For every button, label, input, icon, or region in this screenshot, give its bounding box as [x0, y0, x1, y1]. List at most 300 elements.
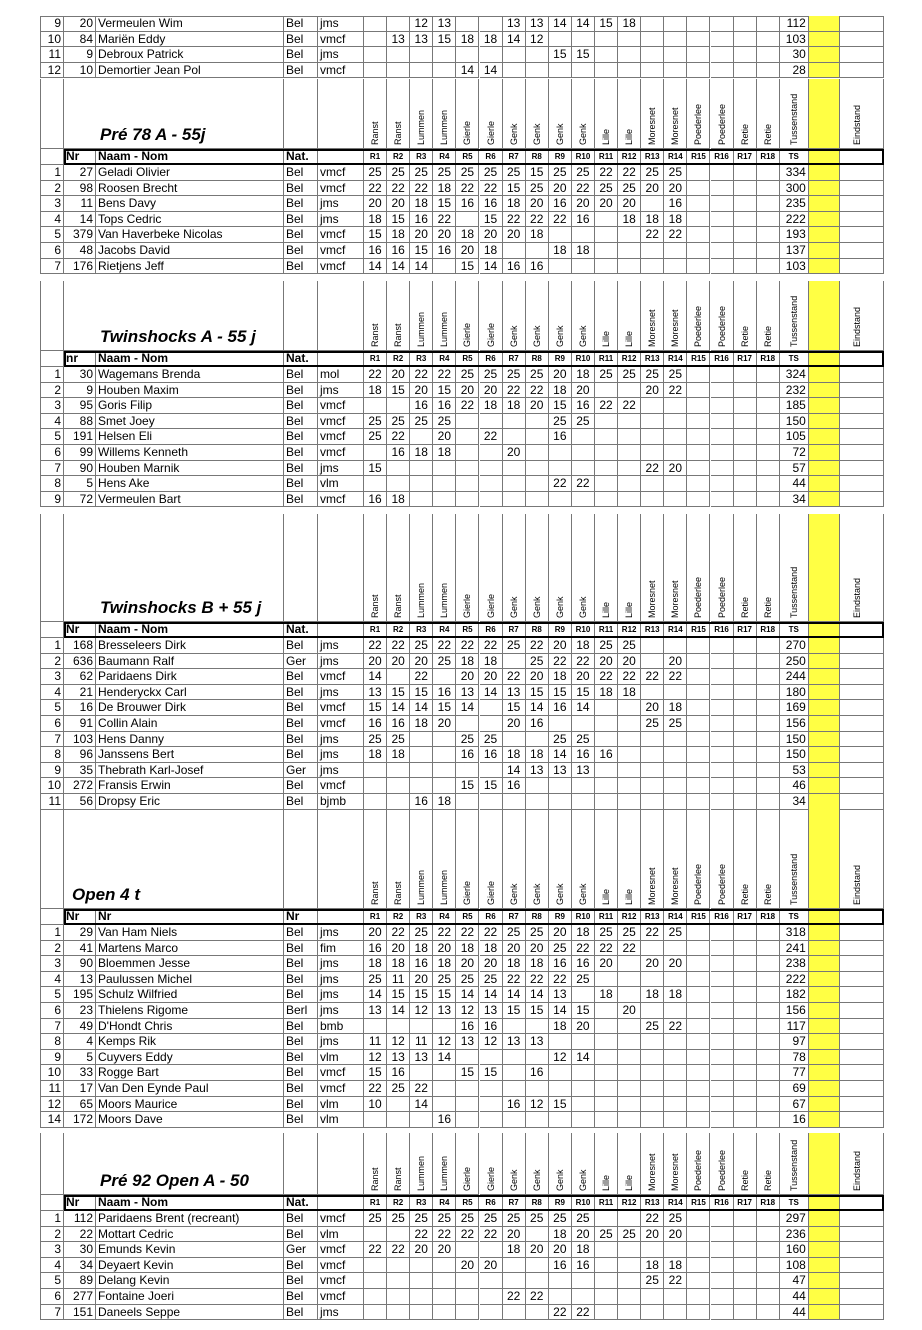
cell-total: 150 [780, 732, 809, 748]
cell-round [595, 1258, 618, 1274]
cell-round [526, 1258, 549, 1274]
header-round: R11 [595, 909, 618, 925]
cell-round [433, 461, 456, 477]
cell-yellow [809, 243, 840, 259]
cell-round: 18 [410, 716, 433, 732]
race-label: Genk [577, 123, 588, 145]
cell-round [595, 259, 618, 275]
cell-round: 20 [364, 196, 387, 212]
cell-final [840, 243, 884, 259]
cell-round [711, 638, 734, 654]
cell-round [757, 47, 780, 63]
title-block [318, 79, 364, 149]
cell-total: 97 [780, 1034, 809, 1050]
cell-round [687, 1112, 710, 1128]
cell-round [734, 63, 757, 79]
race-label: Lille [624, 128, 635, 145]
cell-round: 14 [503, 987, 526, 1003]
cell-round [641, 492, 664, 508]
cell-nr: 35 [64, 763, 96, 779]
cell-round [711, 685, 734, 701]
cell-round: 18 [503, 956, 526, 972]
title-block [284, 802, 318, 909]
cell-round: 18 [364, 383, 387, 399]
cell-round: 22 [387, 925, 410, 941]
cell-nat: Bel [284, 925, 318, 941]
cell-round [687, 476, 710, 492]
cell-round [456, 492, 479, 508]
cell-round: 15 [364, 227, 387, 243]
cell-round [364, 1258, 387, 1274]
cell-round [364, 1289, 387, 1305]
cell-round: 18 [664, 212, 687, 228]
cell-pos: 5 [40, 700, 64, 716]
header-round: R9 [549, 622, 572, 638]
cell-round: 16 [503, 259, 526, 275]
header-round: R4 [433, 149, 456, 165]
header-border [64, 149, 884, 165]
cell-round [711, 181, 734, 197]
cell-round [503, 414, 526, 430]
cell-round: 22 [410, 1227, 433, 1243]
cell-round [549, 63, 572, 79]
cell-round: 16 [433, 1112, 456, 1128]
cell-round [410, 1305, 433, 1321]
cell-yellow [809, 732, 840, 748]
cell-round [364, 763, 387, 779]
cell-round [757, 925, 780, 941]
cell-round [410, 492, 433, 508]
cell-round: 20 [410, 227, 433, 243]
cell-round: 16 [433, 243, 456, 259]
cell-round [757, 181, 780, 197]
cell-name: Geladi Olivier [96, 165, 284, 181]
cell-round [618, 1097, 641, 1113]
cell-round: 20 [526, 196, 549, 212]
cell-round [734, 445, 757, 461]
cell-yellow [809, 956, 840, 972]
cell-round [641, 638, 664, 654]
cell-round [456, 1242, 479, 1258]
cell-round [364, 778, 387, 794]
cell-round: 20 [480, 956, 503, 972]
cell-round: 25 [618, 638, 641, 654]
cell-round: 16 [595, 747, 618, 763]
cell-total: 244 [780, 669, 809, 685]
cell-round: 14 [456, 700, 479, 716]
cell-round: 20 [526, 941, 549, 957]
cell-name: D'Hondt Chris [96, 1019, 284, 1035]
cell-nat: Bel [284, 63, 318, 79]
cell-yellow [809, 972, 840, 988]
cell-name: Rietjens Jeff [96, 259, 284, 275]
cell-round [433, 763, 456, 779]
cell-final [840, 165, 884, 181]
cell-round [456, 1097, 479, 1113]
cell-round [664, 243, 687, 259]
cell-final [840, 383, 884, 399]
cell-round [641, 259, 664, 275]
cell-round [641, 1003, 664, 1019]
cell-club: vmcf [318, 165, 364, 181]
cell-round [687, 1227, 710, 1243]
cell-round [526, 1081, 549, 1097]
cell-round [757, 700, 780, 716]
cell-round [480, 1081, 503, 1097]
cell-round: 12 [410, 1003, 433, 1019]
cell-round: 16 [410, 956, 433, 972]
cell-round [549, 1112, 572, 1128]
cell-round: 20 [526, 669, 549, 685]
cell-round: 20 [456, 956, 479, 972]
cell-round [641, 47, 664, 63]
cell-pos: 2 [40, 654, 64, 670]
cell-yellow [809, 747, 840, 763]
cell-round: 18 [410, 445, 433, 461]
race-label: Genk [554, 1169, 565, 1191]
race-label: Ranst [393, 594, 404, 618]
cell-round: 25 [641, 716, 664, 732]
race-label: Lille [624, 601, 635, 618]
cell-round [410, 732, 433, 748]
cell-round: 20 [456, 669, 479, 685]
race-label: Poederlee [693, 863, 704, 905]
cell-nat: Bel [284, 972, 318, 988]
cell-pos: 4 [40, 414, 64, 430]
cell-name: Bresseleers Dirk [96, 638, 284, 654]
cell-round [433, 1081, 456, 1097]
cell-round [757, 1273, 780, 1289]
cell-round [526, 63, 549, 79]
race-label: Retie [739, 1169, 750, 1191]
cell-round: 25 [480, 165, 503, 181]
cell-pos: 7 [40, 732, 64, 748]
cell-round: 25 [572, 1211, 595, 1227]
cell-round [734, 165, 757, 181]
header-round: R18 [757, 622, 780, 638]
cell-round: 18 [572, 638, 595, 654]
cell-round [687, 259, 710, 275]
cell-round: 22 [595, 669, 618, 685]
title-block [40, 1133, 64, 1195]
cell-round [687, 1019, 710, 1035]
cell-round [664, 638, 687, 654]
cell-round [734, 1289, 757, 1305]
cell-nr: 41 [64, 941, 96, 957]
header-round: R5 [456, 909, 479, 925]
cell-round: 25 [503, 1211, 526, 1227]
cell-round: 18 [549, 1019, 572, 1035]
cell-round: 18 [480, 941, 503, 957]
cell-round [595, 1273, 618, 1289]
cell-round [734, 1050, 757, 1066]
cell-round: 20 [572, 383, 595, 399]
cell-total: 34 [780, 492, 809, 508]
cell-final [840, 461, 884, 477]
header-ts: TS [780, 351, 809, 367]
cell-round: 22 [364, 367, 387, 383]
cell-round [711, 1065, 734, 1081]
cell-round [618, 1258, 641, 1274]
cell-nat: Bel [284, 716, 318, 732]
cell-yellow [809, 165, 840, 181]
cell-round [641, 196, 664, 212]
cell-round: 25 [456, 972, 479, 988]
cell-round: 14 [364, 987, 387, 1003]
cell-round: 20 [503, 716, 526, 732]
cell-nr: 636 [64, 654, 96, 670]
header-name: Naam - Nom [96, 1195, 284, 1211]
cell-round [757, 941, 780, 957]
cell-nr: 277 [64, 1289, 96, 1305]
cell-round: 15 [433, 987, 456, 1003]
header-ts: TS [780, 909, 809, 925]
cell-round [641, 476, 664, 492]
race-label: Retie [762, 325, 773, 347]
cell-round [641, 1097, 664, 1113]
cell-round [641, 243, 664, 259]
cell-round [687, 383, 710, 399]
cell-final [840, 212, 884, 228]
header-round: R16 [711, 351, 734, 367]
cell-round: 25 [364, 1211, 387, 1227]
cell-round: 12 [433, 1034, 456, 1050]
cell-round: 20 [664, 956, 687, 972]
cell-round [664, 1112, 687, 1128]
cell-round [687, 16, 710, 32]
cell-round: 16 [480, 1019, 503, 1035]
cell-round [618, 461, 641, 477]
cell-round [572, 429, 595, 445]
cell-round: 18 [387, 227, 410, 243]
cell-round [618, 732, 641, 748]
cell-round [503, 1081, 526, 1097]
cell-round [664, 398, 687, 414]
race-label: Lille [624, 330, 635, 347]
header-round: R16 [711, 149, 734, 165]
cell-round [387, 1273, 410, 1289]
header-round: R2 [387, 351, 410, 367]
cell-nat: Bel [284, 476, 318, 492]
race-label: Retie [739, 123, 750, 145]
cell-round: 14 [410, 700, 433, 716]
cell-nat: Bel [284, 1097, 318, 1113]
cell-round [687, 1211, 710, 1227]
cell-pos: 8 [40, 747, 64, 763]
cell-round [433, 1289, 456, 1305]
cell-pos: 2 [40, 941, 64, 957]
cell-round: 12 [549, 1050, 572, 1066]
race-label: Ranst [370, 121, 380, 145]
cell-round [711, 259, 734, 275]
header-round: R12 [618, 149, 641, 165]
cell-round: 18 [664, 987, 687, 1003]
cell-nat: Bel [284, 794, 318, 810]
cell-final [840, 763, 884, 779]
cell-round: 15 [456, 778, 479, 794]
cell-final [840, 492, 884, 508]
cell-round [757, 669, 780, 685]
cell-round [410, 47, 433, 63]
header-round: R7 [503, 909, 526, 925]
cell-round [687, 925, 710, 941]
cell-round [664, 1081, 687, 1097]
cell-round [456, 429, 479, 445]
cell-round [734, 700, 757, 716]
cell-nat: Bel [284, 1258, 318, 1274]
cell-round: 15 [410, 243, 433, 259]
cell-pos: 6 [40, 243, 64, 259]
cell-round: 22 [595, 398, 618, 414]
cell-club: vmcf [318, 181, 364, 197]
cell-round: 16 [410, 794, 433, 810]
cell-name: Vermeulen Wim [96, 16, 284, 32]
cell-club: jms [318, 732, 364, 748]
cell-total: 222 [780, 972, 809, 988]
cell-round: 25 [433, 654, 456, 670]
cell-nat: Bel [284, 1019, 318, 1035]
cell-round [526, 1050, 549, 1066]
header-round: R11 [595, 149, 618, 165]
cell-round [711, 367, 734, 383]
cell-round [618, 1034, 641, 1050]
cell-round [595, 700, 618, 716]
cell-round: 18 [549, 669, 572, 685]
cell-round: 20 [480, 669, 503, 685]
eindstand-label: Eindstand [851, 306, 862, 347]
cell-round: 20 [387, 196, 410, 212]
cell-round [503, 461, 526, 477]
cell-final [840, 16, 884, 32]
header-name: Naam - Nom [96, 351, 284, 367]
cell-round: 25 [595, 638, 618, 654]
yellow-header [809, 514, 840, 622]
cell-round [549, 1081, 572, 1097]
cell-round: 15 [526, 685, 549, 701]
cell-round: 22 [618, 669, 641, 685]
cell-name: Smet Joey [96, 414, 284, 430]
cell-final [840, 685, 884, 701]
cell-round [549, 778, 572, 794]
cell-round [618, 1211, 641, 1227]
race-label: Lummen [439, 109, 450, 145]
header-round: R11 [595, 351, 618, 367]
cell-round: 22 [549, 972, 572, 988]
cell-nr: 151 [64, 1305, 96, 1321]
cell-final [840, 47, 884, 63]
cell-nr: 90 [64, 956, 96, 972]
cell-round [664, 492, 687, 508]
header-pos [40, 1195, 64, 1211]
cell-final [840, 32, 884, 48]
cell-round [757, 63, 780, 79]
cell-round: 22 [387, 429, 410, 445]
cell-round [641, 1289, 664, 1305]
cell-club: jms [318, 987, 364, 1003]
cell-nr: 95 [64, 398, 96, 414]
cell-round [456, 212, 479, 228]
cell-yellow [809, 1273, 840, 1289]
race-label: Moresnet [670, 107, 681, 145]
cell-club: vmcf [318, 227, 364, 243]
cell-club: vmcf [318, 1081, 364, 1097]
cell-round [410, 476, 433, 492]
cell-club: vlm [318, 476, 364, 492]
race-label: Poederlee [716, 863, 727, 905]
race-label: Lille [624, 888, 635, 905]
cell-round: 25 [433, 972, 456, 988]
race-label: Genk [554, 883, 565, 905]
cell-final [840, 429, 884, 445]
cell-final [840, 941, 884, 957]
cell-name: Van Den Eynde Paul [96, 1081, 284, 1097]
header-name: Naam - Nom [96, 622, 284, 638]
title-block [40, 281, 64, 351]
header-pos [40, 351, 64, 367]
cell-round [641, 1305, 664, 1321]
cell-round [595, 1211, 618, 1227]
cell-round [641, 1034, 664, 1050]
header-round: R13 [641, 149, 664, 165]
cell-round: 16 [549, 956, 572, 972]
cell-round [641, 972, 664, 988]
cell-round [711, 16, 734, 32]
cell-round: 18 [618, 16, 641, 32]
cell-round [687, 941, 710, 957]
cell-round: 15 [387, 987, 410, 1003]
cell-pos: 5 [40, 1273, 64, 1289]
cell-round [433, 63, 456, 79]
cell-round [456, 461, 479, 477]
cell-club: vmcf [318, 700, 364, 716]
cell-round [618, 1289, 641, 1305]
cell-round: 16 [526, 716, 549, 732]
cell-total: 156 [780, 716, 809, 732]
cell-round [734, 196, 757, 212]
cell-round: 20 [387, 941, 410, 957]
cell-round: 22 [364, 1242, 387, 1258]
cell-round: 20 [433, 227, 456, 243]
cell-round: 15 [364, 461, 387, 477]
cell-club: vlm [318, 1112, 364, 1128]
cell-round: 22 [595, 165, 618, 181]
cell-round: 16 [456, 747, 479, 763]
cell-name: Rogge Bart [96, 1065, 284, 1081]
cell-total: 150 [780, 747, 809, 763]
cell-round [503, 1065, 526, 1081]
cell-round: 22 [549, 476, 572, 492]
cell-final [840, 367, 884, 383]
cell-round [480, 1273, 503, 1289]
cell-club: jms [318, 1003, 364, 1019]
cell-pos: 11 [40, 794, 64, 810]
cell-round [526, 445, 549, 461]
cell-final [840, 1242, 884, 1258]
race-label: Lummen [416, 869, 427, 905]
cell-final [840, 1019, 884, 1035]
cell-round [364, 47, 387, 63]
cell-round: 25 [618, 925, 641, 941]
header-round: R17 [734, 1195, 757, 1211]
cell-round: 16 [572, 212, 595, 228]
cell-pos: 6 [40, 1003, 64, 1019]
cell-round: 15 [549, 685, 572, 701]
cell-round: 18 [549, 383, 572, 399]
cell-round: 25 [387, 414, 410, 430]
tussenstand-label: Tussenstand [788, 295, 799, 347]
cell-round: 25 [618, 181, 641, 197]
cell-yellow [809, 1258, 840, 1274]
